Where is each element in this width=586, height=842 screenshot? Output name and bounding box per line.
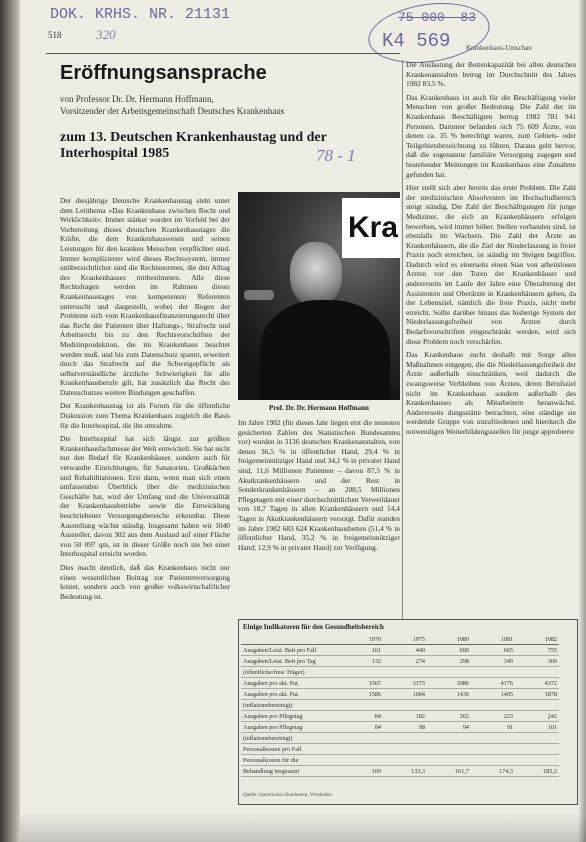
handwritten-code: K4 569 <box>382 30 451 52</box>
bottom-shadow <box>20 812 586 842</box>
table-cell: 4372 <box>515 678 559 689</box>
table-cell <box>471 700 515 711</box>
table-cell: 133,3 <box>383 766 427 777</box>
table-cell <box>515 733 559 744</box>
table-cell <box>515 744 559 755</box>
table-cell: 223 <box>471 711 515 722</box>
text-column-1 <box>60 196 230 808</box>
paragraph: Dies macht deutlich, daß das Krankenhaus nicht nur einen wesentlichen Beitrag zur Patientenversorgung leistet, sondern auch von großer volkswirtschaftlicher Bedeutung ist. <box>60 562 230 601</box>
table-row-label: Ausgaben pro Pflegetag <box>241 722 339 733</box>
table-cell: 440 <box>383 645 427 656</box>
document-stamp: DOK. KRHS. NR. 21131 <box>50 6 231 23</box>
table-cell: 91 <box>471 722 515 733</box>
table-cell <box>383 744 427 755</box>
table-cell: 100 <box>339 766 383 777</box>
table-cell <box>471 733 515 744</box>
table-cell <box>339 733 383 744</box>
running-head: Krankenhaus-Umschau <box>466 44 532 52</box>
table-row-label: Personalkosten pro Fall <box>241 744 339 755</box>
table-cell: 3986 <box>427 678 471 689</box>
table-cell: 185,2 <box>515 766 559 777</box>
table-cell <box>427 700 471 711</box>
table-row-label: (öffentliche/freie Träger) <box>241 667 339 678</box>
table-cell <box>339 755 383 766</box>
table-cell: 274 <box>383 656 427 667</box>
page-number: 518 <box>48 30 62 40</box>
table-header-year: 1980 <box>427 635 471 645</box>
author-line-1: von Professor Dr. Dr. Hermann Hoffmann, <box>60 94 214 104</box>
paragraph: Der Krankenhaustag ist als Forum für die öffentliche Diskussion zum Thema Krankenhaus zugleich die Basis für die Interhospital, die ihn umrahmt. <box>60 401 230 430</box>
table-row <box>241 689 559 700</box>
table-row <box>241 722 559 733</box>
table-header-year: 1981 <box>471 635 515 645</box>
table-row-label: Ausgaben pro Pflegetag <box>241 711 339 722</box>
handwritten-code-struck: 75 000 -83 <box>398 10 477 25</box>
table-cell <box>471 744 515 755</box>
table-header-year: 1970 <box>339 635 383 645</box>
table-source: Quelle: Statistisches Bundesamt, Wiesbaden <box>243 793 332 798</box>
handwritten-mark: 78 - 1 <box>316 146 356 165</box>
article-subtitle: zum 13. Deutschen Krankenhaustag und der Interhospital 1985 <box>60 130 327 161</box>
paragraph: Das Krankenhaus ist auch für die Beschäftigung vieler Menschen von großer Bedeutung. Die Zahl der im Krankenhaus Beschäftigten betrug 1982 781 941 Personen. Darunter befanden sich 75 609 Ärzte, von denen ca. 35 % berechtigt waren, zum Gebiets- oder Teilgebietsbezeichnung zu führen. Daraus geht hervor, daß die sogenannte familiäre Versorgung zugegen und bestehender Meinungen im Krankenhaus eine Zunahme gefunden hat. <box>406 92 576 179</box>
header-rule <box>46 53 400 54</box>
table-row <box>241 744 559 755</box>
table-cell: 1567 <box>339 678 383 689</box>
table-title: Einige Indikatoren für den Gesundheitsbereich <box>243 623 384 631</box>
table-header-row <box>241 635 559 645</box>
page-edge-shadow <box>578 0 586 842</box>
table-cell: 755 <box>515 645 559 656</box>
table-row <box>241 678 559 689</box>
table-cell <box>339 700 383 711</box>
table-row <box>241 656 559 667</box>
table-row <box>241 766 559 777</box>
table-cell: 3173 <box>383 678 427 689</box>
photo-caption: Prof. Dr. Dr. Hermann Hoffmann <box>269 404 369 412</box>
microphone <box>244 290 274 300</box>
indicator-table <box>241 635 559 777</box>
table-cell: 300 <box>515 656 559 667</box>
table-row <box>241 755 559 766</box>
table-cell: 242 <box>515 711 559 722</box>
table-cell <box>471 755 515 766</box>
table-row <box>241 645 559 656</box>
table-row-label: Ausgaben pro akt. Pat. <box>241 678 339 689</box>
table-cell: 1586 <box>339 689 383 700</box>
table-cell: 202 <box>427 711 471 722</box>
table-cell <box>383 755 427 766</box>
table-cell: 4176 <box>471 678 515 689</box>
table-cell: 161,7 <box>427 766 471 777</box>
table-cell <box>339 744 383 755</box>
table-cell: 665 <box>471 645 515 656</box>
handwritten-number: 320 <box>96 27 116 42</box>
table-row <box>241 667 559 678</box>
paragraph: Der diesjährige Deutsche Krankenhaustag steht unter dem Leitthema »Das Krankenhaus zwischen Recht und Wirklichkeit«. Immer stärker wurden im Vorfeld bei der Vorbereitung dieses deutschen Krankenhaustages die Kräfte, die dem Krankenhauswesen und seinen Leistungen für den kranken Menschen verpflichtet sind. Immer komplizierter wird dieses Rechtssystem, immer unübersichtlicher sind die Rechtsnormen, die den Alltag des Krankenhauses mitbestimmen. Alle diese Rechtsfragen werden im Rahmen dieses Krankenhaustages von kompetenten Referenten untersucht und dargestellt, wobei der Bogen der Probleme sich vom Krankenhausfinanzierungsrecht über das Recht der Patienten über Haftungs-, Strafrecht und Arbeitsrecht bis zu den Rechtsvorschriften der Medizinproduktion, die im Krankenhaus beachtet werden muß, und bis zum Datenschutz spannt, erweitert durch das Strafrecht auf die Schweigepflicht als selbstverständliche ärztliche Schwierigkeit für alle Krankenhausberufe gilt, hat zusätzlich das Recht des Datenschutzes weitere Bindungen geschaffen. <box>60 196 230 397</box>
table-header-year: 1975 <box>383 635 427 645</box>
table-row-label: (inflationsbereinigt) <box>241 733 339 744</box>
table-cell: 1878 <box>515 689 559 700</box>
table-cell <box>515 700 559 711</box>
text-column-3 <box>406 60 576 616</box>
table-cell <box>383 733 427 744</box>
indicator-table-box <box>238 619 578 805</box>
table-row <box>241 711 559 722</box>
table-cell: 161 <box>339 645 383 656</box>
table-cell: 132 <box>339 656 383 667</box>
table-row <box>241 733 559 744</box>
table-cell <box>383 667 427 678</box>
text-column-2 <box>238 418 400 614</box>
table-cell: 349 <box>471 656 515 667</box>
table-cell: 101 <box>515 722 559 733</box>
table-cell: 174,3 <box>471 766 515 777</box>
table-cell <box>515 755 559 766</box>
table-cell <box>427 667 471 678</box>
table-cell: 94 <box>427 722 471 733</box>
author-line-2: Vorsitzender der Arbeitsgemeinschaft Deutsches Krankenhaus <box>60 106 285 116</box>
table-row-label: Ausgaben pro akt. Pat. <box>241 689 339 700</box>
table-row <box>241 700 559 711</box>
table-cell <box>427 755 471 766</box>
table-cell <box>383 700 427 711</box>
portrait-photo <box>238 192 400 400</box>
table-cell: 1436 <box>427 689 471 700</box>
table-cell: 1684 <box>383 689 427 700</box>
table-cell <box>339 667 383 678</box>
table-row-label: Personalkosten für die <box>241 755 339 766</box>
table-cell: 98 <box>383 722 427 733</box>
table-cell: 84 <box>339 722 383 733</box>
paragraph: Das Krankenhaus sucht deshalb mit Sorge allen Maßnahmen entgegen, die die Niederlassungsfreiheit der Ärzte außerhalb einschränken, weil dadurch die zwangsweise Verbleiben von Ärzten, deren Berufsziel nicht im Krankenhaus sondern außerhalb des Krankenhauses als Mitarbeitern heranwächst. Andererseits dungsstätte betrachten, eine ständige sie werdende Gruppe von unzufriedenen und hierdurch die notwendigen Weiterbildungsstellen für junge approbierte <box>406 350 576 436</box>
photo-body <box>260 300 390 400</box>
article-title: Eröffnungsansprache <box>60 62 267 84</box>
column-rule <box>402 60 403 620</box>
paragraph: Im Jahre 1982 (für dieses Jahr liegen erst die neuesten gesicherten Zahlen des Statistischen Bundesamtes vor) wurden in 3136 deutschen Krankenanstalten, von denen 36,5 % in öffentlicher Hand, 29,4 % in freigemeinnütziger Hand und 34,1 % in privater Hand sind, 11,6 Millionen Patienten – davon 87,5 % in Akutkrankenhäusern und der Rest in Sonderkrankenhäusern – an 208,5 Millionen Pflegetagen mit einer durchschnittlichen Verweildauer von 18,7 Tagen in allen Krankenhäusern und 14,4 Tagen in Akutkrankenhäusern versorgt. Dafür standen im Jahre 1982 683 624 Krankenhausbetten (51,4 % in öffentlicher Hand, 35,2 % in freigemeinnütziger Hand; 12,9 % in privater Hand) zur Verfügung. <box>238 418 400 552</box>
table-cell <box>427 733 471 744</box>
table-cell: 1405 <box>471 689 515 700</box>
table-header-year: 1982 <box>515 635 559 645</box>
paragraph: Die Auslastung der Bettenkapazität bei allen deutschen Krankenanstalten betrug im Durchschnitt des Jahres 1982 83,5 %. <box>406 60 576 89</box>
table-cell <box>515 667 559 678</box>
table-cell: 690 <box>427 645 471 656</box>
table-cell: 298 <box>427 656 471 667</box>
table-cell: 84 <box>339 711 383 722</box>
table-row-label: Ausgaben/Leist. Bett pro Fall <box>241 645 339 656</box>
article-author <box>60 93 400 117</box>
table-header-label <box>241 635 339 645</box>
table-cell <box>427 744 471 755</box>
table-row-label: (inflationsbereinigt) <box>241 700 339 711</box>
paragraph: Die Interhospital hat sich längst zur größten Krankenhausfachmesse der Welt entwickelt. Sie hat nicht nur den Bedarf für Krankenhäuser, sondern auch für verwandte Einrichtungen, für Sanatorien, Großküchen und Rehabilitationen. Erst dann, wenn man sich einen umfassenden Überblick über die medizinischen Geschäfte hat, wird der Umfang und die Universalität der Krankenhausbetriebe sowie die Entwicklung beschriebener Versorgungsbereiche erkennbar. Diese Ausstellung wächst ständig. Insgesamt haben wir 1040 Aussteller, davon 302 aus dem Ausland auf einer Fläche von 50 097 qm, ist in dieser Größe noch nie bei einer Interhospital erreicht worden. <box>60 434 230 559</box>
table-row-label: Ausgaben/Leist. Bett pro Tag <box>241 656 339 667</box>
table-cell <box>471 667 515 678</box>
paragraph: Hier stellt sich aber bereits das erste Problem. Die Zahl der medizinischen Absolventen im Hochschulbereich steigt ständig. Die Zahl der Beschäftigungen für junge Mediziner, die sich an Krankenhäusern erfolgen bewerben, wird immer höher. Stellen vorhanden sind, ist ebenfalls im Wachsen. Die Zahl der Ärzte an Krankenhäusern, die die Ziel der Niederlassung in freier Praxis noch erreichen, ist ständig im Steigen begriffen. Dadurch wird es einerseits einen Stau von arbeitslosen Ärzten vor den Toren der Krankenhäuser und andererseits im Laufe der Jahre eine Überalterung der Assistenten und Oberärzte in Krankenhäusern geben, da der Lebensziel, nämlich die freie Praxis, nicht mehr erreicht. Sollte darüber hinaus das bisherige System der Niederlassungsfreiheit von Ärzten durch Bedarfsvorschriften eingeschränkt werden, wird sich diese Problem noch verschärfen. <box>406 183 576 346</box>
table-cell: 182 <box>383 711 427 722</box>
photo-sign: Kra <box>342 198 400 258</box>
table-row-label: Behandlung insgesamt <box>241 766 339 777</box>
photo-head <box>290 242 342 306</box>
binder-edge <box>0 0 20 842</box>
